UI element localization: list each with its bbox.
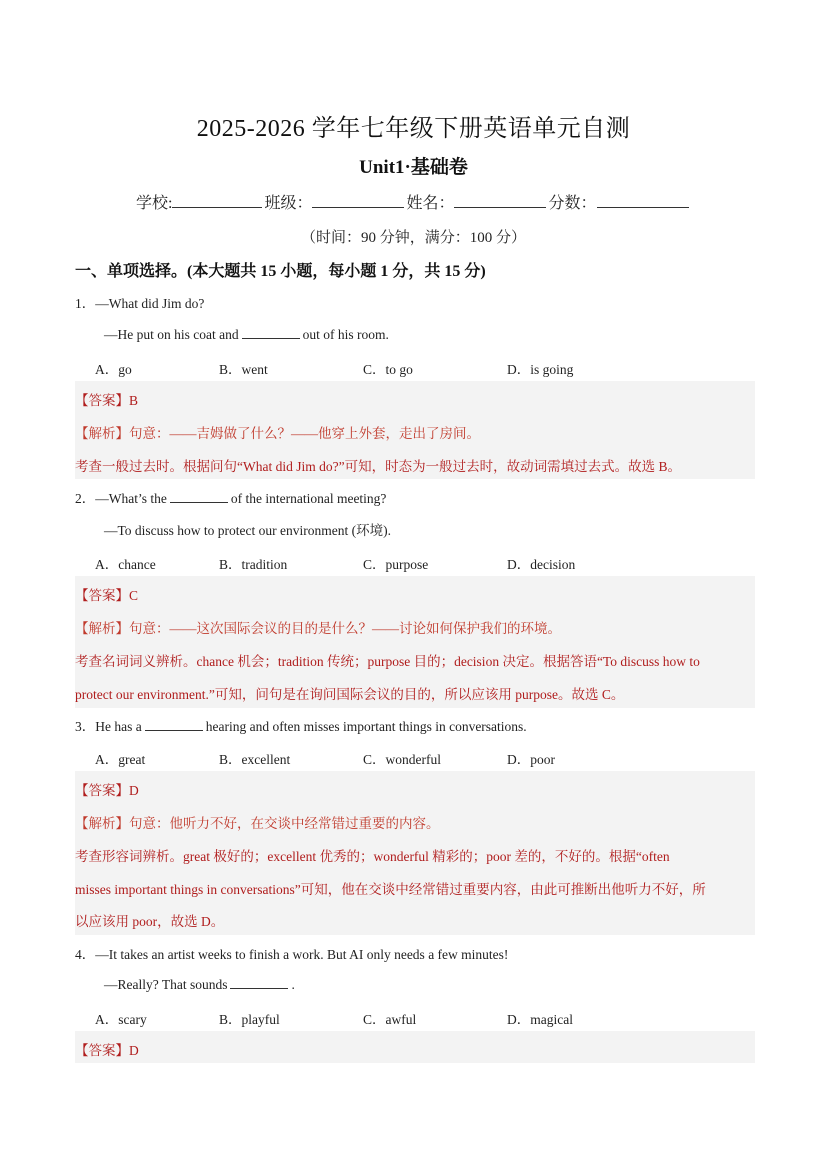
q1-line2-post: out of his room. <box>302 327 389 342</box>
class-blank <box>312 191 404 208</box>
q2-option-d: D．decision <box>507 557 576 572</box>
page-subtitle: Unit1·基础卷 <box>359 157 468 178</box>
q3-option-d: D．poor <box>507 752 555 767</box>
q1-option-a: A．go <box>95 362 132 377</box>
q4-blank <box>230 975 288 989</box>
q1-analysis-tag: 【解析】 <box>75 426 129 441</box>
q3-analysis-line-1: 考查形容词辨析。great 极好的；excellent 优秀的；wonderful 精彩的；poor 差的，不好的。根据“often <box>75 849 670 864</box>
q3-analysis-line-3: 以应该用 poor，故选 D。 <box>75 914 225 929</box>
q2-blank <box>170 489 228 503</box>
q2-analysis-meaning-line <box>75 617 755 637</box>
question-1-options <box>95 358 755 378</box>
q4-option-d: D．magical <box>507 1012 573 1027</box>
q2-line1-pre: 2．—What’s the <box>75 491 167 506</box>
school-blank <box>172 191 262 208</box>
q3-option-a: A．great <box>95 752 146 767</box>
q3-analysis-meaning-line <box>75 812 755 832</box>
q2-option-a: A．chance <box>95 557 156 572</box>
q3-analysis-tag: 【解析】 <box>75 816 129 831</box>
time-info: （时间：90 分钟，满分：100 分） <box>300 230 526 246</box>
q4-line2-pre: —Really? That sounds <box>104 977 228 992</box>
q4-line2-post: . <box>291 977 295 992</box>
q2-analysis-line-2: protect our environment.”可知，问句是在询问国际会议的目的，所以应该用 purpose。故选 C。 <box>75 687 625 702</box>
class-label: 班级： <box>264 195 313 212</box>
q1-option-d: D．is going <box>507 362 574 377</box>
q1-option-c: C．to go <box>363 362 413 377</box>
q2-line1-post: of the international meeting? <box>230 491 387 506</box>
q2-analysis-tag: 【解析】 <box>75 621 129 636</box>
school-label: 学校: <box>136 195 173 212</box>
question-3-options <box>95 748 755 768</box>
q2-analysis-line-1: 考查名词词义辨析。chance 机会；tradition 传统；purpose 目的；decision 决定。根据答语“To discuss how to <box>75 654 700 669</box>
q3-line1-pre: 3．He has a <box>75 719 142 734</box>
question-1-line2 <box>104 325 389 343</box>
question-4-line2 <box>104 975 295 993</box>
q2-option-b: B．tradition <box>219 557 288 572</box>
q3-option-b: B．excellent <box>219 752 291 767</box>
q1-option-b: B．went <box>219 362 268 377</box>
q1-analysis-meaning: 句意：——吉姆做了什么？——他穿上外套，走出了房间。 <box>129 426 480 441</box>
q2-analysis-meaning: 句意：——这次国际会议的目的是什么？——讨论如何保护我们的环境。 <box>129 621 561 636</box>
question-3-line1 <box>75 715 527 735</box>
q3-answer: 【答案】D <box>75 783 139 798</box>
q1-analysis-line: 考查一般过去时。根据问句“What did Jim do?”可知，时态为一般过去时，故动词需填过去式。故选 B。 <box>75 459 681 474</box>
q3-analysis-meaning: 句意：他听力不好，在交谈中经常错过重要的内容。 <box>129 816 440 831</box>
q3-blank <box>145 717 203 731</box>
q4-option-a: A．scary <box>95 1012 147 1027</box>
student-info-row <box>136 190 691 213</box>
page-title: 2025-2026 学年七年级下册英语单元自测 <box>196 116 631 142</box>
q1-answer: 【答案】B <box>75 393 139 408</box>
question-2-line2: —To discuss how to protect our environment (环境). <box>104 523 392 538</box>
q4-option-c: C．awful <box>363 1012 417 1027</box>
q3-analysis-line-2: misses important things in conversations”可知，他在交谈中经常错过重要内容，由此可推断出他听力不好，所 <box>75 882 706 897</box>
q3-option-c: C．wonderful <box>363 752 441 767</box>
q1-blank <box>242 325 300 339</box>
question-4-line1: 4．—It takes an artist weeks to finish a work. But AI only needs a few minutes! <box>75 947 509 962</box>
question-2-options <box>95 553 755 573</box>
q2-option-c: C．purpose <box>363 557 429 572</box>
section-title: 一、单项选择。(本大题共 15 小题，每小题 1 分，共 15 分) <box>75 263 486 280</box>
score-blank <box>597 191 689 208</box>
question-1-line1: 1．—What did Jim do? <box>75 296 205 311</box>
q4-answer: 【答案】D <box>75 1043 139 1058</box>
q4-option-b: B．playful <box>219 1012 280 1027</box>
q1-analysis-meaning-line <box>75 422 755 442</box>
score-label: 分数： <box>548 195 597 212</box>
question-2-line1 <box>75 487 386 507</box>
q3-line1-post: hearing and often misses important things in conversations. <box>205 719 527 734</box>
name-blank <box>454 191 546 208</box>
name-label: 姓名： <box>406 195 455 212</box>
q1-line2-pre: —He put on his coat and <box>104 327 239 342</box>
q2-answer: 【答案】C <box>75 588 139 603</box>
question-4-options <box>95 1008 755 1028</box>
